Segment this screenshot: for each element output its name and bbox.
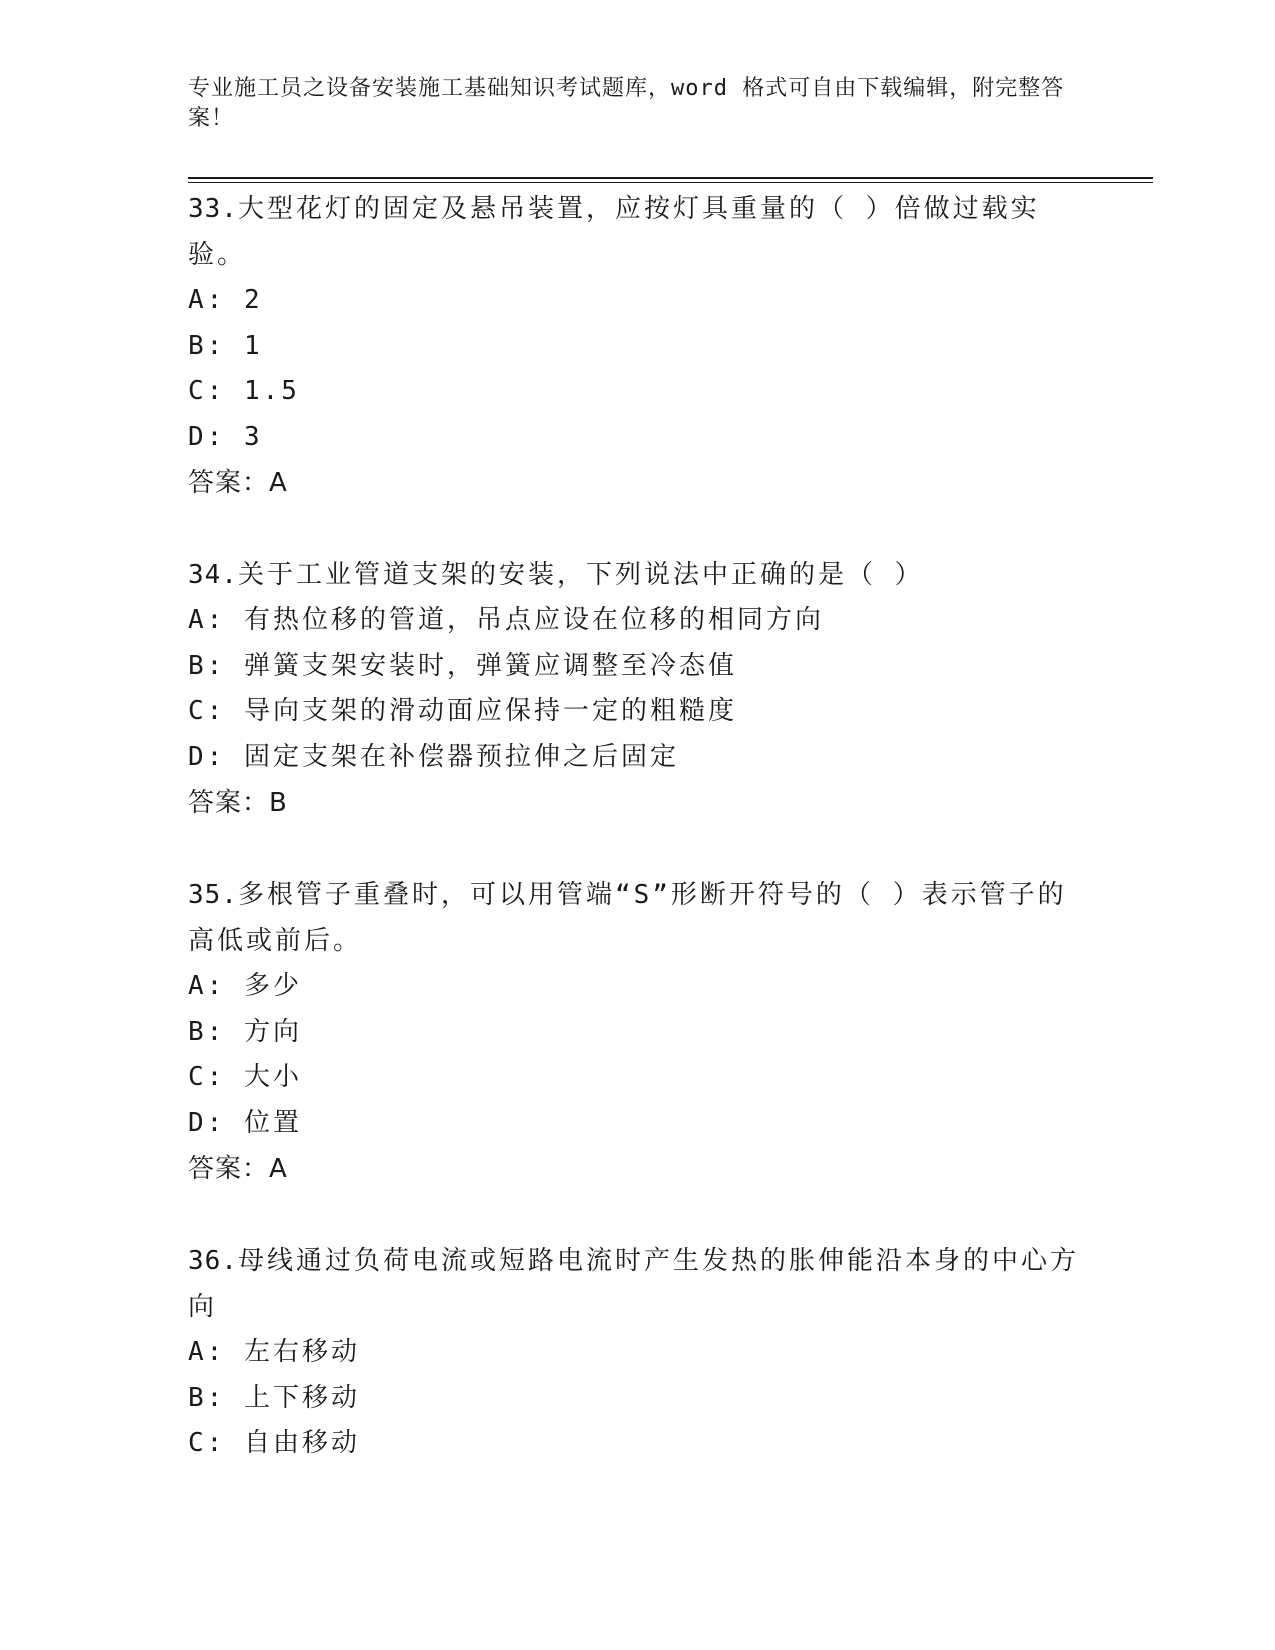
question-36 — [188, 1238, 1088, 1467]
question-number: 33. — [188, 194, 238, 224]
option-letter: C: — [188, 696, 226, 726]
question-stem — [188, 872, 1088, 964]
option-letter: A: — [188, 971, 226, 1001]
option-letter: C: — [188, 1062, 226, 1092]
question-text: 关于工业管道支架的安装，下列说法中正确的是（ ） — [237, 560, 924, 590]
option-letter: D: — [188, 741, 226, 772]
option-c — [188, 1055, 1088, 1101]
option-letter: B: — [188, 330, 226, 361]
option-letter: B: — [188, 1016, 226, 1047]
option-text: 位置 — [243, 1107, 302, 1138]
question-33 — [188, 186, 1088, 506]
answer-value: A — [269, 1154, 288, 1184]
option-c — [188, 1421, 1088, 1467]
option-text: 2 — [243, 285, 263, 315]
option-d — [188, 735, 1088, 781]
option-d — [188, 1101, 1088, 1147]
document-header: 专业施工员之设备安装施工基础知识考试题库，word 格式可自由下载编辑，附完整答案！ — [188, 76, 1065, 131]
option-text: 导向支架的滑动面应保持一定的粗糙度 — [243, 696, 737, 726]
option-a — [188, 1330, 1088, 1376]
question-list — [188, 186, 1088, 1513]
option-letter: A: — [188, 605, 226, 635]
question-text: 大型花灯的固定及悬吊装置，应按灯具重量的（ ）倍做过载实验。 — [188, 194, 1040, 270]
answer-label: 答案： — [188, 468, 270, 498]
option-a — [188, 598, 1088, 644]
option-b — [188, 644, 1088, 690]
answer-label: 答案： — [188, 1154, 270, 1184]
option-text: 上下移动 — [243, 1382, 360, 1413]
answer-value: B — [269, 788, 288, 818]
option-letter: A: — [188, 285, 226, 315]
question-text: 母线通过负荷电流或短路电流时产生发热的胀伸能沿本身的中心方向 — [188, 1246, 1079, 1322]
option-text: 3 — [243, 421, 263, 452]
option-text: 自由移动 — [243, 1428, 360, 1458]
option-letter: D: — [188, 1107, 226, 1138]
option-letter: C: — [188, 376, 226, 406]
question-34 — [188, 552, 1088, 826]
question-stem — [188, 186, 1088, 278]
answer-line — [188, 1146, 1088, 1192]
option-letter: C: — [188, 1428, 226, 1458]
option-text: 左右移动 — [243, 1337, 360, 1367]
question-number: 35. — [188, 880, 238, 910]
option-b — [188, 1376, 1088, 1422]
answer-label: 答案： — [188, 788, 270, 818]
option-text: 固定支架在补偿器预拉伸之后固定 — [243, 741, 679, 772]
option-letter: A: — [188, 1337, 226, 1367]
option-text: 弹簧支架安装时，弹簧应调整至冷态值 — [243, 650, 737, 681]
header-divider-thick — [188, 177, 1153, 179]
option-a — [188, 278, 1088, 324]
header-divider-thin — [188, 182, 1153, 183]
option-a — [188, 964, 1088, 1010]
option-text: 1.5 — [243, 376, 300, 406]
option-letter: B: — [188, 1382, 226, 1413]
option-text: 多少 — [243, 971, 302, 1001]
option-text: 大小 — [243, 1062, 302, 1092]
option-letter: B: — [188, 650, 226, 681]
answer-line — [188, 780, 1088, 826]
answer-line — [188, 460, 1088, 506]
question-number: 34. — [188, 560, 238, 590]
option-c — [188, 369, 1088, 415]
option-text: 有热位移的管道，吊点应设在位移的相同方向 — [243, 605, 824, 635]
option-b — [188, 324, 1088, 370]
option-b — [188, 1010, 1088, 1056]
option-c — [188, 689, 1088, 735]
option-text: 1 — [243, 330, 263, 361]
option-letter: D: — [188, 421, 226, 452]
option-d — [188, 415, 1088, 461]
question-35 — [188, 872, 1088, 1192]
question-stem — [188, 552, 1088, 598]
answer-value: A — [269, 468, 288, 498]
question-number: 36. — [188, 1246, 238, 1276]
question-stem — [188, 1238, 1088, 1330]
option-text: 方向 — [243, 1016, 302, 1047]
question-text: 多根管子重叠时，可以用管端“S”形断开符号的（ ）表示管子的高低或前后。 — [188, 880, 1067, 956]
